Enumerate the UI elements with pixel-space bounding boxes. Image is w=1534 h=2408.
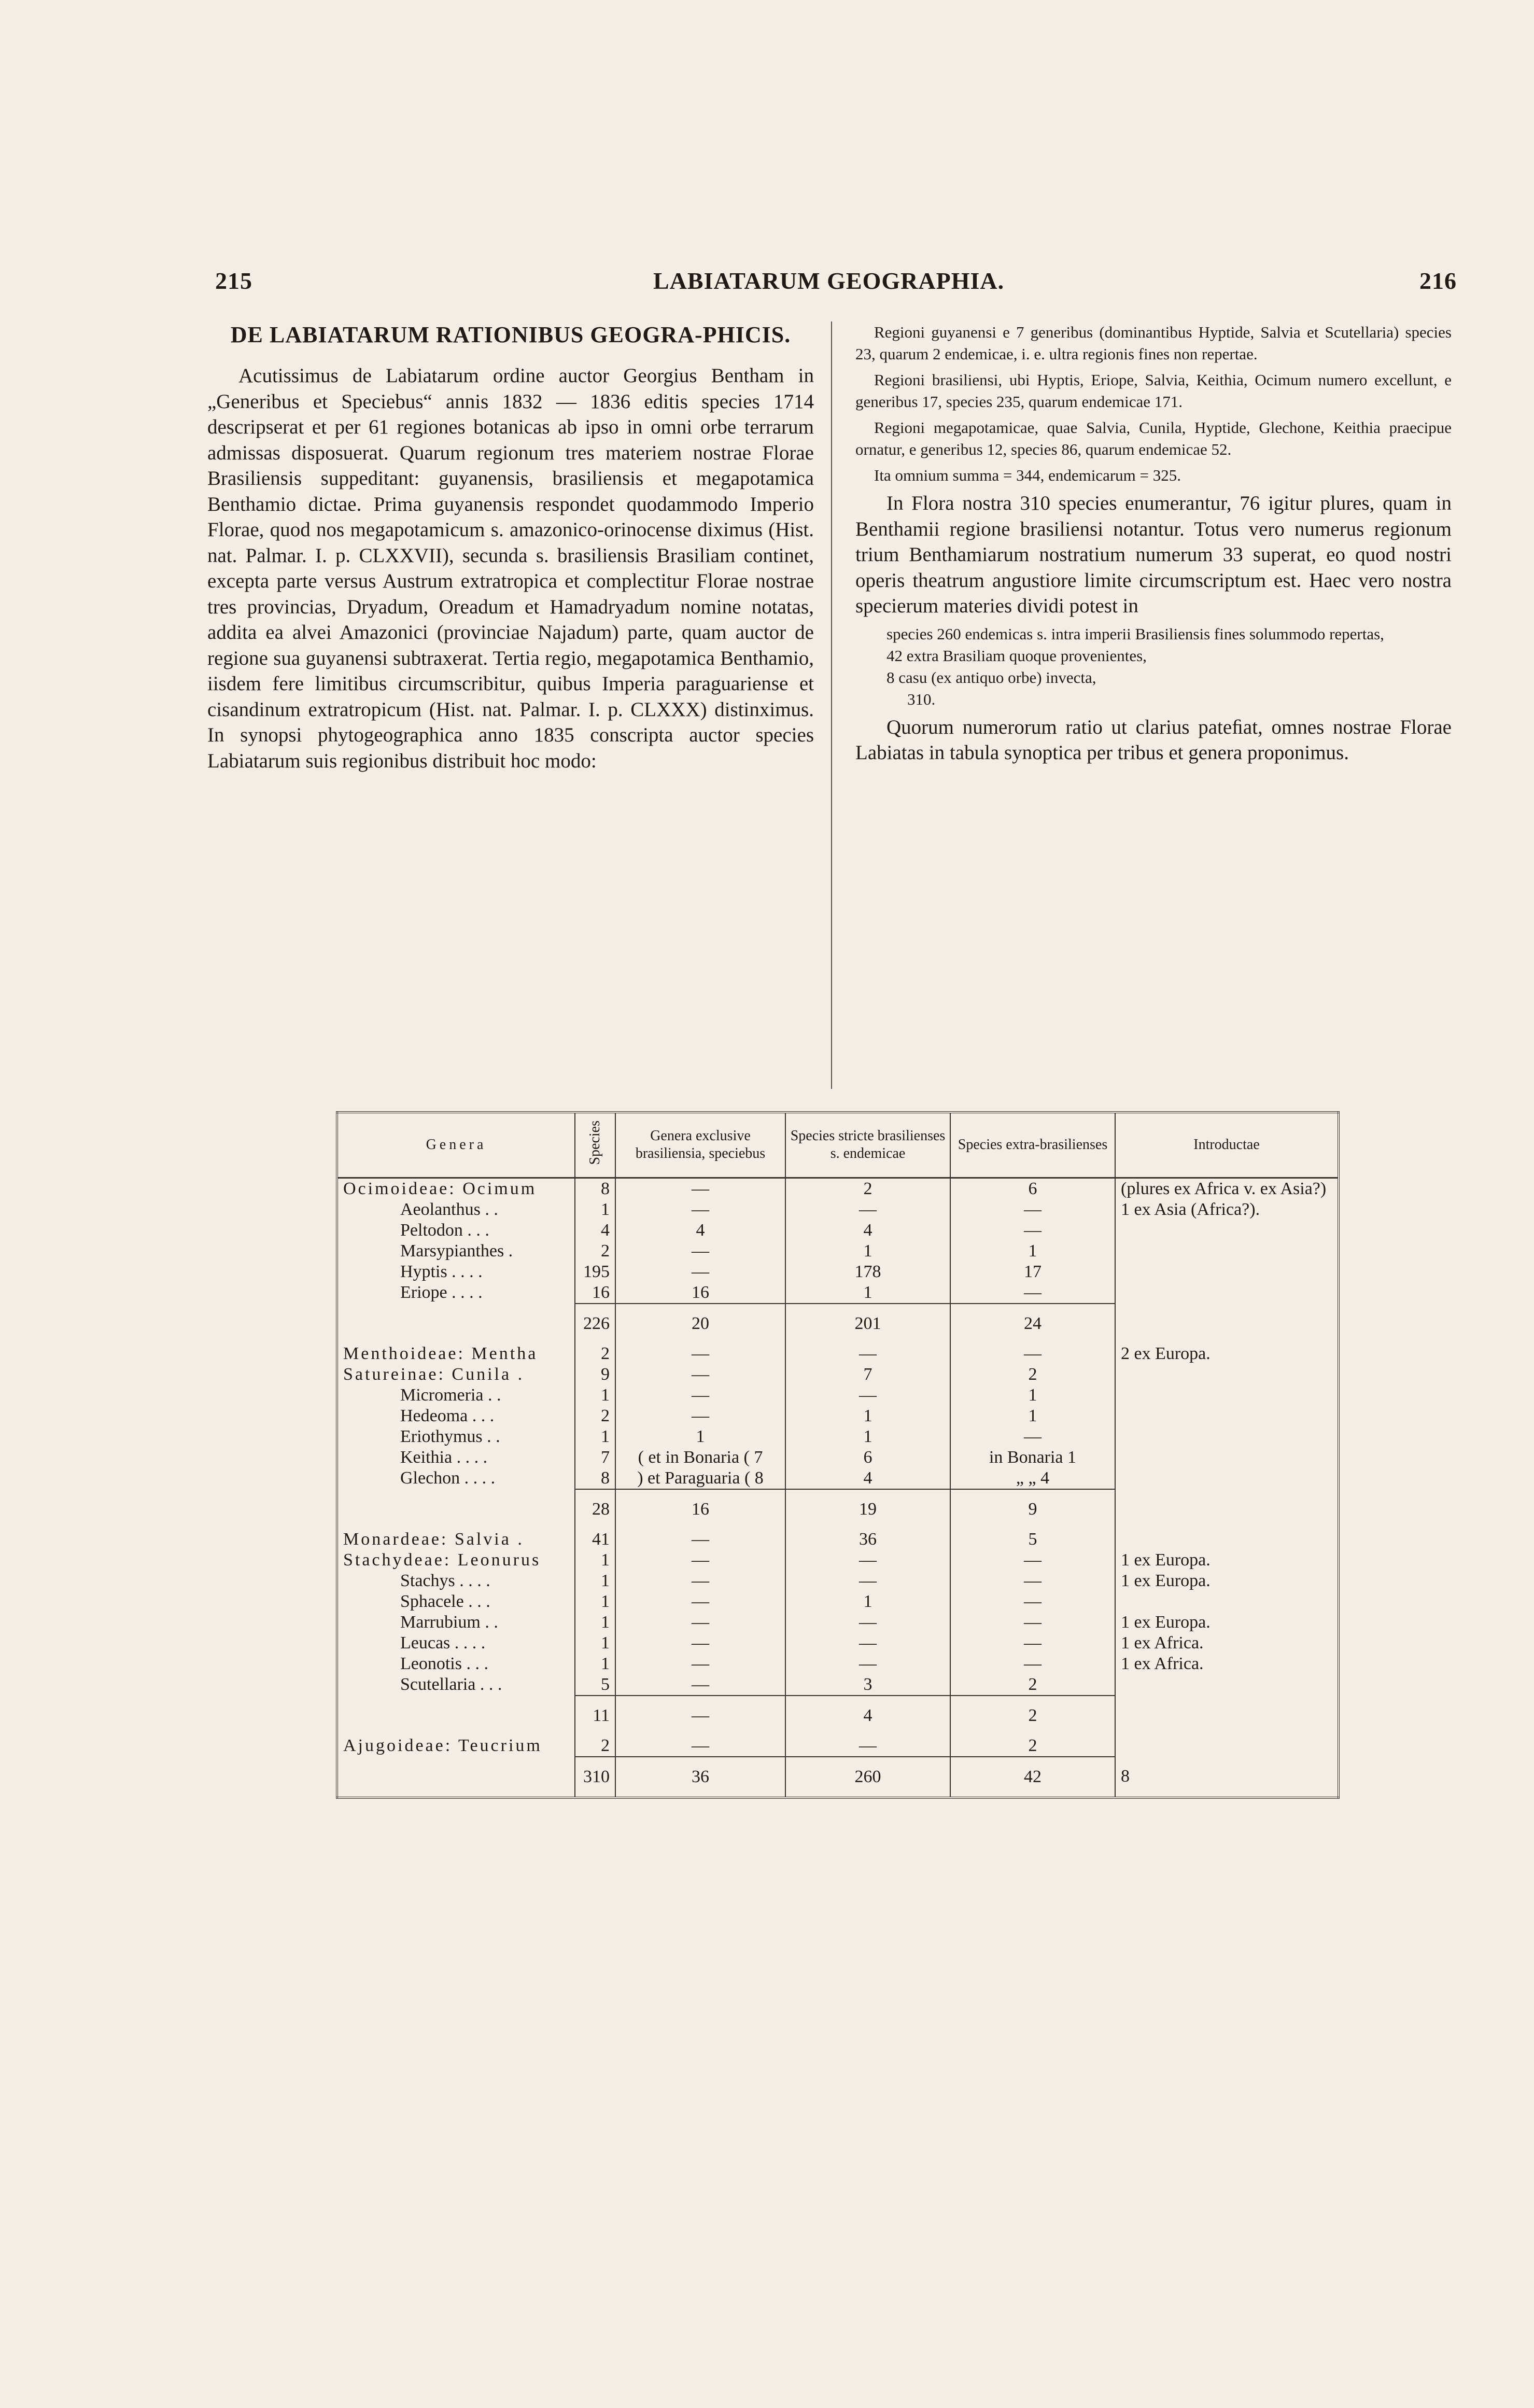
table-row (337, 1550, 1339, 1571)
exclusive-cell: — (615, 1178, 785, 1199)
endemic-cell: — (785, 1199, 950, 1220)
genus-cell: Menthoideae: Mentha (337, 1343, 575, 1364)
endemic-cell: 19 (785, 1489, 950, 1529)
table-row (337, 1385, 1339, 1406)
extra-cell: — (950, 1199, 1115, 1220)
endemic-cell: 7 (785, 1364, 950, 1385)
species-count-cell: 1 (575, 1633, 615, 1654)
species-count-cell: 195 (575, 1262, 615, 1282)
region-note: Regioni guyanensi e 7 generibus (dominantibus Hyptide, Salvia et Scutellaria) species 23, quarum 2 endemicae, i. e. ultra regionis fines non repertae. (855, 323, 1452, 363)
table-sum-row (337, 1489, 1339, 1529)
exclusive-cell: 16 (615, 1489, 785, 1529)
species-count-cell: 1 (575, 1550, 615, 1571)
species-list-item: 8 casu (ex antiquo orbe) invecta, (886, 668, 1096, 687)
genus-cell: Stachys . . . . (337, 1571, 575, 1591)
table-sum-row (337, 1757, 1339, 1798)
extra-cell: — (950, 1220, 1115, 1241)
exclusive-cell: — (615, 1364, 785, 1385)
genus-cell: Glechon . . . . (337, 1468, 575, 1489)
species-total: 310. (907, 690, 936, 708)
species-count-cell: 2 (575, 1343, 615, 1364)
exclusive-cell: — (615, 1199, 785, 1220)
endemic-cell: 1 (785, 1282, 950, 1304)
extra-cell: — (950, 1654, 1115, 1674)
introduced-cell (1115, 1674, 1339, 1696)
endemic-cell: — (785, 1385, 950, 1406)
table-row (337, 1468, 1339, 1489)
endemic-cell: 36 (785, 1529, 950, 1550)
genus-cell: Peltodon . . . (337, 1220, 575, 1241)
genus-cell (337, 1304, 575, 1343)
header-introduced: Introductae (1115, 1112, 1339, 1178)
introduced-cell (1115, 1262, 1339, 1282)
genus-cell (337, 1489, 575, 1529)
introduced-cell (1115, 1304, 1339, 1343)
exclusive-cell: — (615, 1529, 785, 1550)
genus-cell (337, 1696, 575, 1735)
region-note: Regioni brasiliensi, ubi Hyptis, Eriope, Salvia, Keithia, Ocimum numero excellunt, e generibus 17, species 235, quarum endemicae 171. (855, 371, 1452, 411)
genus-cell: Leonotis . . . (337, 1654, 575, 1674)
header-genera: Genera (337, 1112, 575, 1178)
genus-cell: Aeolanthus . . (337, 1199, 575, 1220)
page-number-right: 216 (1419, 268, 1457, 294)
table-row (337, 1406, 1339, 1426)
genus-cell: Micromeria . . (337, 1385, 575, 1406)
extra-cell: 5 (950, 1529, 1115, 1550)
table-row (337, 1262, 1339, 1282)
introduced-cell (1115, 1735, 1339, 1757)
introduced-cell: 1 ex Europa. (1121, 1550, 1211, 1570)
genus-cell: Stachydeae: Leonurus (337, 1550, 575, 1571)
introduced-cell: 1 ex Europa. (1121, 1571, 1211, 1590)
introduced-cell (1115, 1220, 1339, 1241)
table-row (337, 1343, 1339, 1364)
table-row (337, 1529, 1339, 1550)
extra-cell: 2 (950, 1674, 1115, 1696)
species-count-cell: 1 (575, 1591, 615, 1612)
endemic-cell: — (785, 1612, 950, 1633)
table-sum-row (337, 1304, 1339, 1343)
exclusive-cell: ( et in Bonaria ( 7 (615, 1447, 785, 1468)
species-count-cell: 1 (575, 1199, 615, 1220)
region-note: Regioni megapotamicae, quae Salvia, Cunila, Hyptide, Glechone, Keithia praecipue ornatur, e generibus 12, species 86, quarum endemicae 52. (855, 418, 1452, 458)
introduced-cell: 1 ex Africa. (1121, 1633, 1204, 1653)
table-body (337, 1178, 1339, 1798)
endemic-cell: — (785, 1571, 950, 1591)
extra-cell: 2 (950, 1696, 1115, 1735)
table-row (337, 1571, 1339, 1591)
species-count-cell: 1 (575, 1571, 615, 1591)
species-count-cell: 8 (575, 1468, 615, 1489)
extra-cell: — (950, 1550, 1115, 1571)
introduced-cell: 8 (1121, 1766, 1130, 1786)
exclusive-cell: — (615, 1612, 785, 1633)
exclusive-cell: — (615, 1550, 785, 1571)
introduced-cell: 1 ex Asia (Africa?). (1121, 1199, 1260, 1219)
species-count-cell: 226 (575, 1304, 615, 1343)
genus-cell (337, 1757, 575, 1798)
extra-cell: 1 (950, 1406, 1115, 1426)
left-column (207, 321, 814, 774)
extra-cell: — (950, 1571, 1115, 1591)
exclusive-cell: — (615, 1571, 785, 1591)
table-row (337, 1654, 1339, 1674)
endemic-cell: — (785, 1654, 950, 1674)
endemic-cell: 3 (785, 1674, 950, 1696)
introduced-cell: 1 ex Africa. (1121, 1654, 1204, 1673)
extra-cell: 24 (950, 1304, 1115, 1343)
genus-cell: Satureinae: Cunila . (337, 1364, 575, 1385)
extra-cell: 2 (950, 1364, 1115, 1385)
species-count-cell: 4 (575, 1220, 615, 1241)
extra-cell: — (950, 1591, 1115, 1612)
introduced-cell (1115, 1282, 1339, 1304)
introduced-cell (1115, 1529, 1339, 1550)
endemic-cell: 201 (785, 1304, 950, 1343)
exclusive-cell: — (615, 1633, 785, 1654)
exclusive-cell: — (615, 1654, 785, 1674)
endemic-cell: 4 (785, 1468, 950, 1489)
region-notes (855, 321, 1452, 486)
genus-cell: Eriothymus . . (337, 1426, 575, 1447)
endemic-cell: — (785, 1633, 950, 1654)
species-count-cell: 310 (575, 1757, 615, 1798)
species-count-cell: 1 (575, 1612, 615, 1633)
genus-cell: Hyptis . . . . (337, 1262, 575, 1282)
species-list-item: species 260 endemicas s. intra imperii Brasiliensis fines solummodo repertas, (886, 624, 1384, 643)
endemic-cell: 2 (785, 1178, 950, 1199)
endemic-cell: 1 (785, 1406, 950, 1426)
species-count-cell: 1 (575, 1385, 615, 1406)
exclusive-cell: — (615, 1343, 785, 1364)
column-divider (831, 321, 832, 1089)
introduced-cell (1115, 1406, 1339, 1426)
table-row (337, 1612, 1339, 1633)
table-row (337, 1591, 1339, 1612)
exclusive-cell: — (615, 1262, 785, 1282)
exclusive-cell: 16 (615, 1282, 785, 1304)
species-count-cell: 11 (575, 1696, 615, 1735)
endemic-cell: 178 (785, 1262, 950, 1282)
synoptic-table (336, 1111, 1340, 1799)
exclusive-cell: 36 (615, 1757, 785, 1798)
species-count-cell: 1 (575, 1654, 615, 1674)
endemic-cell: 1 (785, 1241, 950, 1262)
genus-cell: Ocimoideae: Ocimum (337, 1178, 575, 1199)
table-row (337, 1241, 1339, 1262)
species-count-cell: 5 (575, 1674, 615, 1696)
species-count-cell: 1 (575, 1426, 615, 1447)
endemic-cell: — (785, 1735, 950, 1757)
extra-cell: — (950, 1426, 1115, 1447)
page-number-left: 215 (215, 268, 252, 294)
extra-cell: 17 (950, 1262, 1115, 1282)
genus-cell: Eriope . . . . (337, 1282, 575, 1304)
left-paragraph: Acutissimus de Labiatarum ordine auctor Georgius Bentham in „Generibus et Speciebus“ annis 1832 — 1836 editis species 1714 descripserat et per 61 regiones botanicas ab ipso in omni orbe terrarum admissas disposuerat. Quarum regionum tres materiem nostrae Florae Brasiliensis suppeditant: guyanensis, brasiliensis et megapotamica Benthamio dictae. Prima guyanensis respondet quodammodo Imperio Florae, quod nos megapotamicum s. amazonico-orinocense diximus (Hist. nat. Palmar. I. p. CLXXVII), secunda s. brasiliensis Brasiliam continet, excepta parte versus Austrum extratropica et complectitur Florae nostrae tres provincias, Dryadum, Oreadum et Hamadryadum nomine notatas, addita ea alvei Amazonici (provinciae Najadum) parte, quam auctor de regione sua guyanensi subtraxerat. Tertia regio, megapotamica Benthamio, iisdem fere limitibus circumscribitur, quibus Imperia paraguariense et cisandinum extratropicum (Hist. nat. Palmar. I. p. CLXXX) distinximus. In synopsi phytogeographica anno 1835 conscripta auctor species Labiatarum suis regionibus distribuit hoc modo: (207, 365, 814, 772)
introduced-cell (1115, 1468, 1339, 1489)
exclusive-cell: — (615, 1696, 785, 1735)
genus-cell: Keithia . . . . (337, 1447, 575, 1468)
exclusive-cell: 1 (615, 1426, 785, 1447)
extra-cell: 9 (950, 1489, 1115, 1529)
running-title: LABIATARUM GEOGRAPHIA. (653, 268, 1005, 294)
table-row (337, 1426, 1339, 1447)
exclusive-cell: — (615, 1241, 785, 1262)
introduced-cell (1115, 1489, 1339, 1529)
introduced-cell (1115, 1241, 1339, 1262)
section-title: DE LABIATARUM RATIONIBUS GEOGRA-PHICIS. (230, 322, 791, 347)
species-count-cell: 41 (575, 1529, 615, 1550)
introduced-cell (1115, 1591, 1339, 1612)
genus-cell: Marrubium . . (337, 1612, 575, 1633)
species-count-cell: 8 (575, 1178, 615, 1199)
table-row (337, 1735, 1339, 1757)
exclusive-cell: ) et Paraguaria ( 8 (615, 1468, 785, 1489)
species-count-cell: 7 (575, 1447, 615, 1468)
endemic-cell: — (785, 1343, 950, 1364)
introduced-cell (1115, 1696, 1339, 1735)
table-row (337, 1633, 1339, 1654)
extra-cell: „ „ 4 (950, 1468, 1115, 1489)
extra-cell: 2 (950, 1735, 1115, 1757)
genus-cell: Sphacele . . . (337, 1591, 575, 1612)
introduced-cell (1115, 1385, 1339, 1406)
exclusive-cell: — (615, 1385, 785, 1406)
exclusive-cell: 20 (615, 1304, 785, 1343)
table-sum-row (337, 1696, 1339, 1735)
introduced-cell: 2 ex Europa. (1121, 1343, 1211, 1363)
introduced-cell: 1 ex Europa. (1121, 1612, 1211, 1632)
header-species: Species (575, 1112, 615, 1178)
genus-cell: Ajugoideae: Teucrium (337, 1735, 575, 1757)
introduced-cell (1115, 1426, 1339, 1447)
extra-cell: 42 (950, 1757, 1115, 1798)
extra-cell: — (950, 1612, 1115, 1633)
endemic-cell: — (785, 1550, 950, 1571)
extra-cell: 1 (950, 1385, 1115, 1406)
extra-cell: 1 (950, 1241, 1115, 1262)
species-count-cell: 2 (575, 1735, 615, 1757)
species-count-cell: 2 (575, 1241, 615, 1262)
endemic-cell: 1 (785, 1591, 950, 1612)
extra-cell: in Bonaria 1 (950, 1447, 1115, 1468)
right-paragraph-2: Quorum numerorum ratio ut clarius pateﬁat, omnes nostrae Florae Labiatas in tabula synoptica per tribus et genera proponimus. (855, 716, 1452, 764)
genus-cell: Hedeoma . . . (337, 1406, 575, 1426)
exclusive-cell: — (615, 1591, 785, 1612)
right-paragraph: In Flora nostra 310 species enumerantur, 76 igitur plures, quam in Benthamii regione brasiliensi notantur. Totus vero numerus regionum trium Benthamiarum nostratium numerum 33 superat, eo quod nostri operis theatrum angustiore limite circumscriptum est. Haec vero nostra specierum materies dividi potest in (855, 492, 1452, 617)
genus-cell: Leucas . . . . (337, 1633, 575, 1654)
table-row (337, 1178, 1339, 1199)
table-row (337, 1282, 1339, 1304)
table-row (337, 1447, 1339, 1468)
endemic-cell: 6 (785, 1447, 950, 1468)
introduced-cell (1115, 1364, 1339, 1385)
endemic-cell: 260 (785, 1757, 950, 1798)
endemic-cell: 4 (785, 1696, 950, 1735)
introduced-cell: (plures ex Africa v. ex Asia?) (1121, 1179, 1327, 1198)
header-extra: Species extra-brasilienses (950, 1112, 1115, 1178)
exclusive-cell: 4 (615, 1220, 785, 1241)
extra-cell: — (950, 1282, 1115, 1304)
species-count-cell: 16 (575, 1282, 615, 1304)
species-list-item: 42 extra Brasiliam quoque provenientes, (886, 646, 1147, 665)
extra-cell: — (950, 1343, 1115, 1364)
right-column (855, 321, 1452, 766)
species-count-cell: 28 (575, 1489, 615, 1529)
region-note: Ita omnium summa = 344, endemicarum = 325. (874, 466, 1181, 484)
extra-cell: 6 (950, 1178, 1115, 1199)
exclusive-cell: — (615, 1406, 785, 1426)
genus-cell: Scutellaria . . . (337, 1674, 575, 1696)
extra-cell: — (950, 1633, 1115, 1654)
header-endemic: Species stricte brasilienses s. endemicae (785, 1112, 950, 1178)
exclusive-cell: — (615, 1674, 785, 1696)
table-row (337, 1220, 1339, 1241)
exclusive-cell: — (615, 1735, 785, 1757)
endemic-cell: 4 (785, 1220, 950, 1241)
header-exclusive: Genera exclusive brasiliensia, speciebus (615, 1112, 785, 1178)
table-row (337, 1199, 1339, 1220)
introduced-cell (1115, 1447, 1339, 1468)
genus-cell: Monardeae: Salvia . (337, 1529, 575, 1550)
species-count-cell: 2 (575, 1406, 615, 1426)
species-list (886, 623, 1452, 710)
species-count-cell: 9 (575, 1364, 615, 1385)
genus-cell: Marsypianthes . (337, 1241, 575, 1262)
endemic-cell: 1 (785, 1426, 950, 1447)
table-row (337, 1364, 1339, 1385)
table-row (337, 1674, 1339, 1696)
